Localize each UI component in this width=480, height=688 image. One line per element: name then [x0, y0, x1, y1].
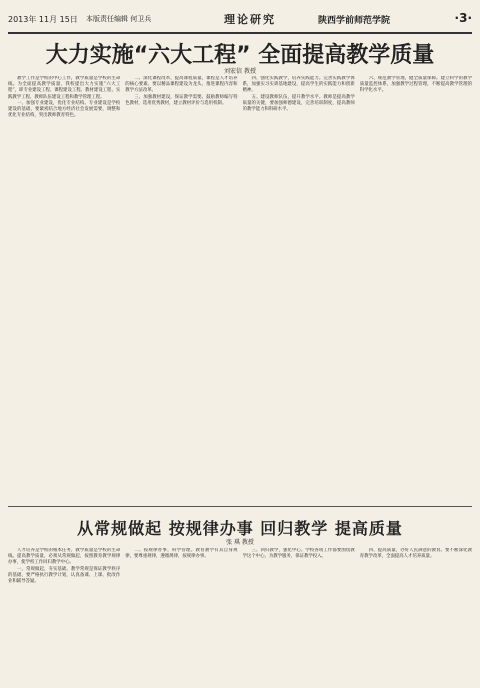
- article2-body: [8, 548, 472, 680]
- article1-headline: 大力实施“六大工程” 全面提高教学质量: [45, 43, 435, 68]
- issue-date: 2013年 11月 15日: [8, 15, 78, 24]
- paragraph: 三、回归教学，强化中心。学校各项工作都要围绕教学这个中心，为教学服务，保证教学投入。: [242, 548, 355, 560]
- paragraph: 四、提高质量，办好人民满意的教育。要不断深化教育教学改革，全面提高人才培养质量。: [359, 548, 472, 560]
- paragraph: 六、规范教学管理，健全质量保障。建立科学的教学质量监控体系，加强教学过程管理，不断提高教学管理的科学化水平。: [359, 76, 472, 94]
- article1-column: [360, 76, 472, 496]
- article2-byline: 张 琪 教授: [226, 539, 254, 546]
- divider: [8, 506, 472, 507]
- article2-column: [125, 548, 237, 680]
- article2-column: [8, 548, 120, 680]
- paragraph: 人才培养是学校的根本任务，教学质量是学校的生命线。提高教学质量，必须从常规做起，按照教育教学规律办事，使学校工作回归教学中心。: [8, 548, 121, 566]
- article1-body: [8, 76, 472, 496]
- page-number: ·3·: [454, 11, 472, 25]
- paragraph: 教学工作是学校的中心工作，教学质量是学校的生命线。为全面提高教学质量，我校提出大力实施“六大工程”，即专业建设工程、课程建设工程、教材建设工程、实践教学工程、教师队伍建设工程和教学管理工程。: [8, 76, 121, 100]
- paragraph: 五、建设教师队伍，提升教学水平。教师是提高教学质量的关键，要加强师德建设，完善培训制度，提高教师的教学能力和科研水平。: [242, 94, 355, 113]
- paragraph: 二、按规律办事，科学管理。教育教学有其自身规律，要尊重规律，遵循规律，按规律办事。: [125, 548, 238, 560]
- paper-name: 陕西学前师范学院: [318, 16, 391, 26]
- editor-credit: 本版责任编辑 何卫兵: [86, 15, 152, 23]
- paragraph: 三、加强教材建设，保证教学需要。鼓励教师编写特色教材，选用优秀教材，建立教材评价与选用机制。: [125, 94, 238, 106]
- section-title: 理论研究: [224, 13, 276, 26]
- paragraph: 一、常规做起，夯实基础。教学常规是保证教学秩序的基础，要严格执行教学计划，认真备课、上课、批改作业和辅导答疑。: [8, 566, 121, 585]
- paragraph: 一、加强专业建设，优化专业结构。专业建设是学校建设的基础，要紧密结合地方经济社会发展需要，调整和优化专业结构，突出教师教育特色。: [8, 100, 121, 119]
- article1-column: [125, 76, 237, 496]
- article2-column: [360, 548, 472, 680]
- paragraph: 二、深化课程改革，提高课程质量。课程是人才培养的核心要素，要以精品课程建设为龙头，推进课程内容和教学方法改革。: [125, 76, 238, 94]
- article1-column: [243, 76, 355, 496]
- article2-headline: 从常规做起 按规律办事 回归教学 提高质量: [77, 519, 403, 538]
- article1-byline: 刘宏信 教授: [224, 68, 256, 75]
- article2-column: [243, 548, 355, 680]
- paragraph: 四、强化实践教学，培养实践能力。完善实践教学体系，加强实习实训基地建设，提高学生的实践能力和创新精神。: [242, 76, 355, 94]
- article1-column: [8, 76, 120, 496]
- masthead: [8, 6, 472, 34]
